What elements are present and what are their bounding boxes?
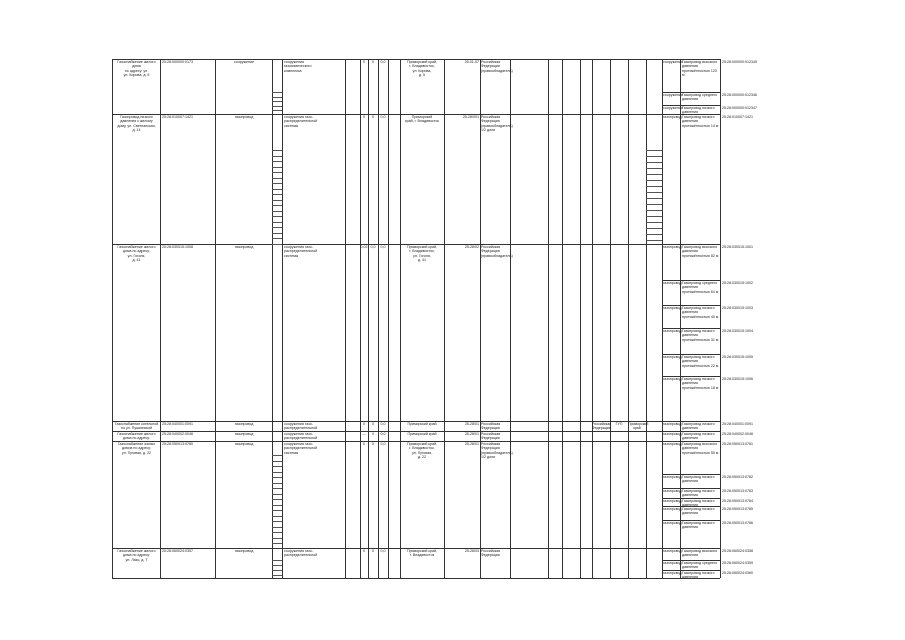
grid-vertical-line <box>720 59 721 578</box>
grid-vertical-line <box>562 59 563 578</box>
row-value-1: 0,02 <box>360 245 368 249</box>
grid-vertical-line <box>282 59 283 578</box>
sub-object-kind: газопровод <box>663 115 682 119</box>
sub-object-kind: газопровод <box>663 507 682 511</box>
grid-horizontal-line <box>272 106 282 107</box>
grid-horizontal-line <box>646 186 662 187</box>
grid-horizontal-line <box>272 189 282 190</box>
grid-horizontal-line <box>272 477 282 478</box>
row-value-3: 0,0 <box>380 442 386 446</box>
grid-horizontal-line <box>272 205 282 206</box>
grid-horizontal-line <box>272 543 282 544</box>
row-extra-note: Российская Федерация <box>592 422 612 431</box>
grid-horizontal-line <box>272 101 282 102</box>
grid-horizontal-line <box>272 211 282 212</box>
row-value-3: 0,0 <box>380 115 386 119</box>
row-owner: Российская Федерация <box>481 432 501 441</box>
grid-horizontal-line <box>272 172 282 173</box>
grid-horizontal-line <box>272 532 282 533</box>
sub-object-kind: газопровод <box>663 245 682 249</box>
row-extra-note: ГУП <box>615 422 623 426</box>
row-cadastral-number: 25:28:040001:0091 <box>162 422 193 426</box>
sub-object-description: Газопровод высокого давления протяжённостью 120 м <box>682 60 718 77</box>
row-value-1: 0 <box>363 549 365 553</box>
sub-object-description: Газопровод среднего давления протяжённостью 64 м <box>682 281 719 294</box>
grid-horizontal-line <box>272 510 282 511</box>
row-value-2: 0 <box>372 60 374 64</box>
grid-horizontal-line <box>272 516 282 517</box>
grid-horizontal-line <box>646 204 662 205</box>
sub-object-number: 25:28:060024:0358 <box>722 549 753 553</box>
row-value-2: 0 <box>372 432 374 436</box>
row-value-3: 0,0 <box>380 549 386 553</box>
row-name: Газоснабжение котельной по ул. Пушкинской <box>114 422 159 431</box>
row-registration: 25-28/01 <box>464 432 479 436</box>
sub-object-description: Газопровод низкого давления <box>682 475 715 484</box>
grid-horizontal-line <box>272 505 282 506</box>
sub-object-description: Газопровод низкого давления протяжённостью 18 м <box>682 377 719 390</box>
sub-object-description: Газопровод низкого давления протяжённостью 22 м <box>682 355 719 368</box>
grid-vertical-line <box>368 59 369 578</box>
sub-object-number: 25:28:050013:0783 <box>722 489 753 493</box>
sub-object-kind: газопровод <box>663 549 682 553</box>
row-registration: 25-28/03 <box>464 549 479 553</box>
grid-vertical-line <box>580 59 581 578</box>
row-value-3: 0,0 <box>380 432 386 436</box>
row-cadastral-number: 25:28:030015:1008 <box>162 245 193 249</box>
row-object-type: газопровод <box>234 549 254 553</box>
sub-object-number: 25:28:050013:0785 <box>722 507 753 511</box>
grid-horizontal-line <box>272 216 282 217</box>
grid-horizontal-line <box>646 240 662 241</box>
sub-object-description: Газопровод высокого давления протяжённостью 55 м <box>682 442 719 455</box>
row-address: Приморский край, г. Владивосток, ул. Луговая, д. 22 <box>406 442 437 459</box>
grid-horizontal-line <box>272 222 282 223</box>
sub-object-kind: газопровод <box>663 306 682 310</box>
grid-horizontal-line <box>646 222 662 223</box>
grid-horizontal-line <box>646 162 662 163</box>
grid-horizontal-line <box>646 150 662 151</box>
grid-horizontal-line <box>646 192 662 193</box>
row-object-type: газопровод <box>234 442 254 446</box>
sub-object-number: 25:28:030015:1004 <box>722 329 753 333</box>
row-value-1: 0 <box>363 115 365 119</box>
row-name: Газоснабжение жилого дома по адресу: ул. Лазо, д. 7 <box>117 549 156 562</box>
grid-vertical-line <box>592 59 593 578</box>
grid-vertical-line <box>378 59 379 578</box>
grid-horizontal-line <box>272 575 282 576</box>
grid-horizontal-line <box>272 167 282 168</box>
row-extra-note: Приморский край <box>628 422 649 431</box>
row-address: Приморский край, г. Владивосток <box>405 115 439 124</box>
row-owner: Российская Федерация (правообладатель) <box>481 60 513 73</box>
grid-horizontal-line <box>272 527 282 528</box>
sub-object-description: Газопровод среднего давления <box>682 93 718 102</box>
sub-object-kind: газопровод <box>663 281 682 285</box>
grid-horizontal-line <box>646 210 662 211</box>
grid-horizontal-line <box>272 97 282 98</box>
grid-horizontal-line <box>272 570 282 571</box>
row-purpose: сооружения газохимического комплекса <box>284 60 312 73</box>
sub-object-kind: сооружение <box>663 93 684 97</box>
sub-object-description: Газопровод низкого давления <box>682 432 715 441</box>
sub-object-kind: газопровод <box>663 571 682 575</box>
row-registration: 25-28/01 <box>464 422 479 426</box>
row-object-type: газопровод <box>234 422 254 426</box>
grid-horizontal-line <box>272 521 282 522</box>
row-purpose: сооружения газо- распределительной <box>284 549 318 558</box>
row-registration: 25-01-07 <box>464 60 479 64</box>
row-value-2: 0 <box>372 115 374 119</box>
sub-object-description: Газопровод низкого давления протяжённостью 31 м <box>682 329 719 342</box>
sub-object-number: 25:28:030015:1001 <box>722 245 753 249</box>
grid-horizontal-line <box>272 92 282 93</box>
sub-object-number: 25:28:000000:012346 <box>722 93 757 97</box>
row-value-3: 0,0 <box>380 422 386 426</box>
grid-horizontal-line <box>272 194 282 195</box>
grid-vertical-line <box>646 59 647 578</box>
row-value-1: 0 <box>363 422 365 426</box>
grid-horizontal-line <box>272 499 282 500</box>
grid-horizontal-line <box>272 455 282 456</box>
row-owner: Российская Федерация (правообладатель) <box>481 245 513 258</box>
grid-vertical-line <box>160 59 161 578</box>
sub-object-number: 25:28:000000:012347 <box>722 106 757 110</box>
row-owner: Российская Федерация (правообладатель) 1/2 доли <box>481 442 513 459</box>
row-name: Газоснабжение жилых домов по адресу: ул. Луговая, д. 22 <box>117 442 156 455</box>
sub-object-kind: газопровод <box>663 489 682 493</box>
row-address: Приморский край, г. Владивосток <box>406 549 437 558</box>
sub-object-description: Газопровод высокого давления <box>682 549 718 558</box>
grid-horizontal-line <box>272 494 282 495</box>
grid-horizontal-line <box>272 200 282 201</box>
grid-horizontal-line <box>272 565 282 566</box>
row-owner: Российская Федерация <box>481 422 501 431</box>
grid-horizontal-line <box>272 110 282 111</box>
sub-object-description: Газопровод низкого давления <box>682 106 715 115</box>
sub-object-description: Газопровод низкого давления <box>682 422 715 431</box>
sub-object-number: 25:28:030015:1002 <box>722 281 753 285</box>
sub-object-kind: газопровод <box>663 499 682 503</box>
grid-horizontal-line <box>272 472 282 473</box>
grid-horizontal-line <box>272 178 282 179</box>
row-address: Приморский край <box>407 432 437 436</box>
sub-object-kind: газопровод <box>663 432 682 436</box>
sub-object-kind: газопровод <box>663 329 682 333</box>
grid-horizontal-line <box>646 168 662 169</box>
sub-object-description: Газопровод низкого давления <box>682 521 715 530</box>
grid-horizontal-line <box>646 198 662 199</box>
sub-object-kind: газопровод <box>663 561 682 565</box>
sub-object-description: Газопровод низкого давления <box>682 489 715 498</box>
row-purpose: сооружения газо- распределительной системы <box>284 245 318 258</box>
row-purpose: сооружения газо- распределительной <box>284 432 318 441</box>
sub-object-kind: сооружение <box>663 60 684 64</box>
sub-object-description: Газопровод низкого давления протяжённостью 40 м <box>682 306 719 319</box>
grid-horizontal-line <box>646 156 662 157</box>
row-cadastral-number: 25:28:010007:1421 <box>162 115 193 119</box>
sub-object-kind: газопровод <box>663 475 682 479</box>
grid-horizontal-line <box>272 150 282 151</box>
grid-horizontal-line <box>272 466 282 467</box>
row-value-2: 0 <box>372 422 374 426</box>
row-name: Газоснабжение жилого дома по адресу: ул. ул. Кирова, д. 5 <box>117 60 156 77</box>
sub-object-number: 25:28:030015:1005 <box>722 355 753 359</box>
row-registration: 25-28/001 <box>462 115 479 119</box>
sub-object-number: 25:28:040002:0046 <box>722 432 753 436</box>
grid-horizontal-line <box>272 483 282 484</box>
row-value-2: 0 <box>372 442 374 446</box>
sub-object-description: Газопровод высокого давления протяжённостью 82 м <box>682 245 719 258</box>
sub-object-kind: газопровод <box>663 442 682 446</box>
grid-horizontal-line <box>272 538 282 539</box>
grid-horizontal-line <box>646 174 662 175</box>
grid-horizontal-line <box>272 156 282 157</box>
grid-vertical-line <box>510 59 511 578</box>
grid-horizontal-line <box>272 244 282 245</box>
row-value-1: — <box>362 432 366 436</box>
grid-vertical-line <box>388 59 389 578</box>
grid-horizontal-line <box>272 560 282 561</box>
sub-object-number: 25:28:060024:0360 <box>722 571 753 575</box>
grid-horizontal-line <box>272 233 282 234</box>
row-value-1: 0 <box>363 60 365 64</box>
sub-object-description: Газопровод среднего давления <box>682 561 718 570</box>
row-cadastral-number: 25:28:040002:0046 <box>162 432 193 436</box>
row-address: Приморский край, г. Владивосток, ул. Гоголя, д. 41 <box>406 245 437 262</box>
row-object-type: сооружение <box>233 60 255 64</box>
grid-vertical-line <box>548 59 549 578</box>
grid-vertical-line <box>444 59 445 578</box>
row-object-type: газопровод <box>234 245 254 249</box>
grid-vertical-line <box>360 59 361 578</box>
sub-object-number: 25:28:050013:0781 <box>722 442 753 446</box>
sub-object-number: 25:28:050013:0786 <box>722 521 753 525</box>
row-cadastral-number: 25:28:000000:0173 <box>162 60 193 64</box>
sub-object-number: 25:28:040001:0091 <box>722 422 753 426</box>
row-purpose: сооружения газо- распределительной <box>284 422 318 431</box>
sub-object-description: Газопровод низкого давления протяжённостью 14 м <box>682 115 719 128</box>
row-value-1: 0 <box>363 442 365 446</box>
row-purpose: сооружения газо- распределительной системы <box>284 115 318 128</box>
sub-object-number: 25:28:030015:1006 <box>722 377 753 381</box>
row-name: Газопровод низкого давления к жилому дому, ул. Светланская, д. 14 <box>117 115 156 132</box>
grid-vertical-line <box>345 59 346 578</box>
row-owner: Российская Федерация <box>481 549 501 558</box>
row-registration: 25-28/01 <box>464 442 479 446</box>
sub-object-description: Газопровод низкого давления <box>682 507 715 516</box>
row-cadastral-number: 25:28:060024:0357 <box>162 549 193 553</box>
grid-vertical-line <box>215 59 216 578</box>
sub-object-kind: газопровод <box>663 521 682 525</box>
grid-horizontal-line <box>646 216 662 217</box>
row-purpose: сооружения газо- распределительной системы <box>284 442 318 455</box>
row-object-type: газопровод <box>234 432 254 436</box>
row-object-type: газопровод <box>234 115 254 119</box>
grid-horizontal-line <box>272 461 282 462</box>
grid-vertical-line <box>272 59 273 578</box>
sub-object-kind: сооружение <box>663 106 684 110</box>
sub-object-kind: газопровод <box>663 422 682 426</box>
sub-object-description: Газопровод низкого давления <box>682 499 715 508</box>
grid-horizontal-line <box>272 238 282 239</box>
sub-object-number: 25:28:050013:0784 <box>722 499 753 503</box>
grid-horizontal-line <box>272 183 282 184</box>
sub-object-number: 25:28:060024:0359 <box>722 561 753 565</box>
row-owner: Российская Федерация (правообладатель) 1/2 доли <box>481 115 513 132</box>
grid-horizontal-line <box>646 228 662 229</box>
grid-horizontal-line <box>646 234 662 235</box>
sub-object-kind: газопровод <box>663 355 682 359</box>
grid-horizontal-line <box>272 161 282 162</box>
row-address: Приморский край <box>407 422 437 426</box>
grid-horizontal-line <box>646 180 662 181</box>
row-value-2: 0 <box>372 549 374 553</box>
sub-object-number: 25:28:000000:012345 <box>722 60 757 64</box>
row-registration: 25-28/02 <box>464 245 479 249</box>
row-name: Газоснабжение жилого дома по адресу: ул. Гоголя, д. 41 <box>117 245 156 262</box>
row-address: Приморский край, г. Владивосток, ул. Кирова, д. 5 <box>406 60 437 77</box>
sub-object-number: 25:28:030015:1003 <box>722 306 753 310</box>
sub-object-number: 25:28:050013:0782 <box>722 475 753 479</box>
row-value-2: 0,0 <box>370 245 376 249</box>
grid-vertical-line <box>628 59 629 578</box>
grid-vertical-line <box>112 59 113 578</box>
sub-object-description: Газопровод низкого давления <box>682 571 715 580</box>
row-cadastral-number: 25:28:050013:0780 <box>162 442 193 446</box>
sub-object-number: 25:28:010007:1421 <box>722 115 753 119</box>
grid-horizontal-line <box>272 227 282 228</box>
row-value-3: 0,0 <box>380 60 386 64</box>
row-name: Газоснабжение жилого дома по адресу: <box>117 432 156 441</box>
grid-vertical-line <box>610 59 611 578</box>
row-value-3: 0,0 <box>380 245 386 249</box>
grid-horizontal-line <box>272 488 282 489</box>
sub-object-kind: газопровод <box>663 377 682 381</box>
